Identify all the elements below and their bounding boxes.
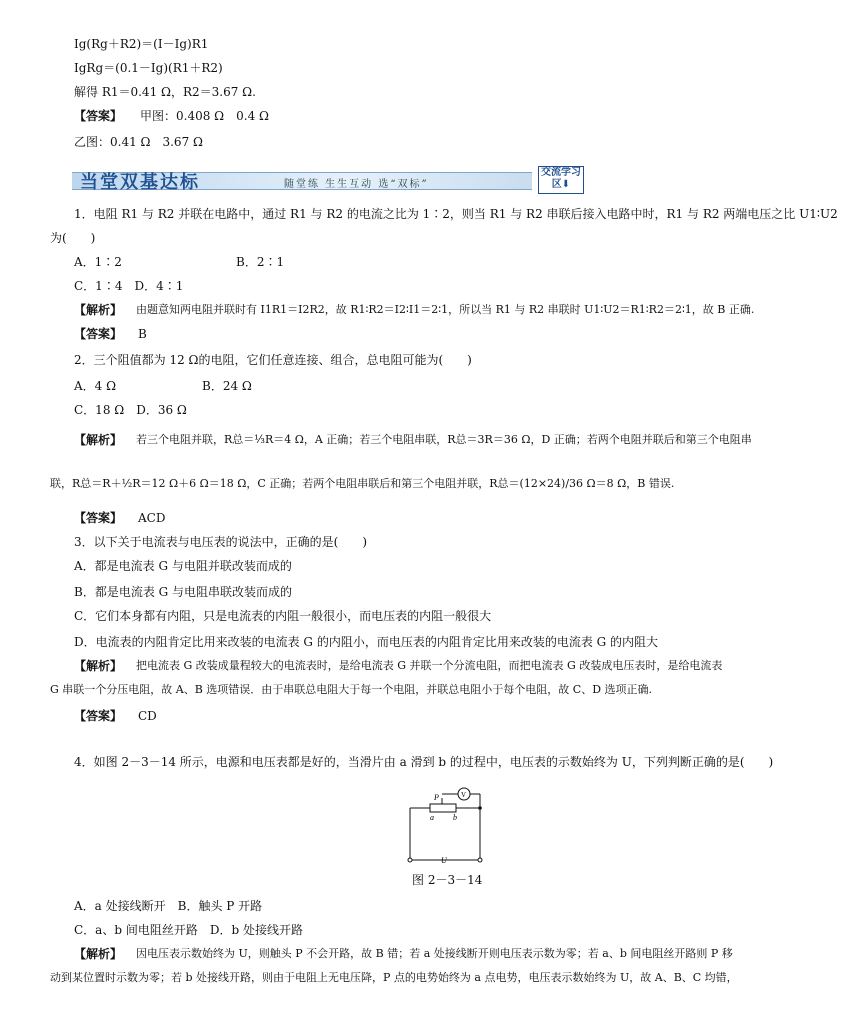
q2-analysis-1: 若三个电阻并联，R总＝⅓R＝4 Ω，A 正确；若三个电阻串联，R总＝3R＝36 Ω，D 正确；若两个电阻并联后和第三个电阻串 <box>136 433 752 446</box>
q4-analysis-label: 【解析】 <box>74 947 123 961</box>
q1-option-cd: C．1∶4 D．4∶1 <box>74 279 184 293</box>
banner-slogan: 随堂练 生生互动 选“双标” <box>284 179 429 190</box>
exchange-area-button[interactable]: 交流学习区⬇ <box>538 166 584 194</box>
q2-option-cd: C．18 Ω D．36 Ω <box>74 403 187 417</box>
q1-stem: 1．电阻 R1 与 R2 并联在电路中，通过 R1 与 R2 的电流之比为 1∶2，则当 R1 与 R2 串联后接入电路中时，R1 与 R2 两端电压之比 U1∶U2 <box>74 207 838 221</box>
q4-option-ab: A．a 处接线断开 B．触头 P 开路 <box>74 899 263 913</box>
label-a: a <box>430 813 434 822</box>
q1-answer-label: 【答案】 <box>74 327 123 341</box>
q3-analysis-2: G 串联一个分压电阻，故 A、B 选项错误．由于串联总电阻大于每一个电阻，并联总电阻小于每个电阻，故 C、D 选项正确. <box>50 683 653 696</box>
q2-option-b: B．24 Ω <box>202 379 252 393</box>
q3-analysis-1: 把电流表 G 改装成量程较大的电流表时，是给电流表 G 并联一个分流电阻，而把电流表 G 改装成电压表时，是给电流表 <box>136 659 723 672</box>
q4-option-cd: C．a、b 间电阻丝开路 D．b 处接线开路 <box>74 923 303 937</box>
q2-answer-label: 【答案】 <box>74 511 123 525</box>
answer-text-jia: 甲图：0.408 Ω 0.4 Ω <box>140 109 269 123</box>
equation-line-2: IgRg＝(0.1－Ig)(R1＋R2) <box>74 61 223 75</box>
q1-stem-cont: 为( ) <box>50 231 96 245</box>
circuit-wire-loop <box>410 808 480 860</box>
q4-stem: 4．如图 2－3－14 所示，电源和电压表都是好的，当滑片由 a 滑到 b 的过程中，电压表的示数始终为 U，下列判断正确的是( ) <box>74 755 774 769</box>
q3-analysis-label: 【解析】 <box>74 659 123 673</box>
terminal-right <box>478 858 482 862</box>
q1-analysis-label: 【解析】 <box>74 303 123 317</box>
label-u: U <box>441 856 447 865</box>
circuit-diagram <box>400 772 500 872</box>
label-p: P <box>434 793 439 802</box>
q2-option-a: A．4 Ω <box>74 379 117 393</box>
label-v: V <box>461 791 467 799</box>
answer-label: 【答案】 <box>74 109 123 123</box>
q1-answer: B <box>138 327 147 341</box>
q3-option-c: C．它们本身都有内阻，只是电流表的内阻一般很小，而电压表的内阻一般很大 <box>74 609 492 623</box>
answer-text-yi: 乙图：0.41 Ω 3.67 Ω <box>74 135 203 149</box>
q2-analysis-2: 联，R总＝R＋½R＝12 Ω＋6 Ω＝18 Ω，C 正确；若两个电阻串联后和第三个电阻并联，R总＝(12×24)/36 Ω＝8 Ω，B 错误. <box>50 477 675 490</box>
q3-option-b: B．都是电流表 G 与电阻串联改装而成的 <box>74 585 293 599</box>
terminal-left <box>408 858 412 862</box>
figure-caption: 图 2－3－14 <box>412 873 483 887</box>
q1-analysis: 由题意知两电阻并联时有 I1R1＝I2R2，故 R1∶R2＝I2∶I1＝2∶1，所以当 R1 与 R2 串联时 U1∶U2＝R1∶R2＝2∶1，故 B 正确. <box>136 303 755 316</box>
q1-option-a: A．1∶2 <box>74 255 122 269</box>
q3-option-a: A．都是电流表 G 与电阻并联改装而成的 <box>74 559 292 573</box>
q4-analysis-2: 动到某位置时示数为零；若 b 处接线开路，则由于电阻上无电压降，P 点的电势始终为 a 点电势，电压表示数始终为 U，故 A、B、C 均错， <box>50 971 738 984</box>
banner-title: 当堂双基达标 <box>80 172 200 193</box>
q3-answer-label: 【答案】 <box>74 709 123 723</box>
junction-dot <box>478 806 482 810</box>
q2-analysis-label: 【解析】 <box>74 433 123 447</box>
label-b: b <box>453 813 457 822</box>
q2-answer: ACD <box>138 511 166 525</box>
q4-analysis-1: 因电压表示数始终为 U，则触头 P 不会开路，故 B 错；若 a 处接线断开则电压表示数为零；若 a、b 间电阻丝开路则 P 移 <box>136 947 733 960</box>
section-banner <box>72 166 584 194</box>
q3-answer: CD <box>138 709 157 723</box>
equation-line-1: Ig(Rg＋R2)＝(I－Ig)R1 <box>74 37 209 51</box>
q3-option-d: D．电流表的内阻肯定比用来改装的电流表 G 的内阻小，而电压表的内阻肯定比用来改装的电流表 G 的内阻大 <box>74 635 659 649</box>
rheostat <box>430 804 456 812</box>
solution-line: 解得 R1＝0.41 Ω，R2＝3.67 Ω. <box>74 85 256 99</box>
q1-option-b: B．2∶1 <box>236 255 285 269</box>
q3-stem: 3．以下关于电流表与电压表的说法中，正确的是( ) <box>74 535 368 549</box>
q2-stem: 2．三个阻值都为 12 Ω的电阻，它们任意连接、组合，总电阻可能为( ) <box>74 353 472 367</box>
